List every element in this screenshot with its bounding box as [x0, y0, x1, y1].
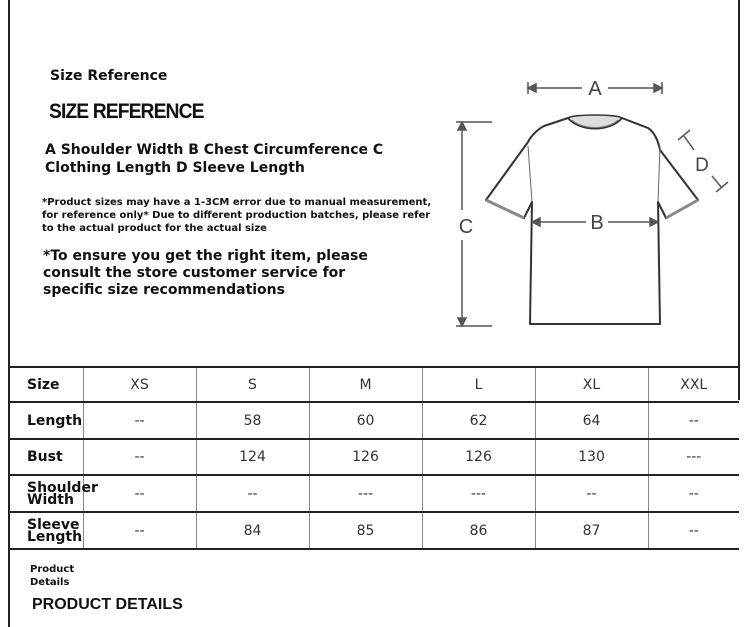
table-cell: -- — [648, 402, 739, 439]
table-row — [10, 512, 739, 549]
table-cell: -- — [83, 512, 196, 549]
table-cell: 86 — [422, 512, 535, 549]
table-cell: -- — [196, 475, 309, 512]
table-row — [10, 439, 739, 475]
row-label-length: Length — [10, 402, 83, 439]
header-m: M — [309, 367, 422, 402]
header-s: S — [196, 367, 309, 402]
table-cell: -- — [648, 512, 739, 549]
header-size: Size — [10, 367, 83, 402]
header-l: L — [422, 367, 535, 402]
table-cell: 130 — [535, 439, 648, 475]
row-label-shoulder-width: Shoulder Width — [10, 475, 83, 512]
size-reference-label: Size Reference — [50, 68, 168, 84]
tshirt-measurement-diagram — [440, 70, 740, 340]
table-cell: --- — [309, 475, 422, 512]
row-label-sleeve-length: Sleeve Length — [10, 512, 83, 549]
header-xs: XS — [83, 367, 196, 402]
measurement-legend: A Shoulder Width B Chest Circumference C Clothing Length D Sleeve Length — [45, 142, 384, 176]
table-cell: 64 — [535, 402, 648, 439]
table-cell: 84 — [196, 512, 309, 549]
table-cell: 60 — [309, 402, 422, 439]
label-a: A — [588, 78, 602, 100]
table-row — [10, 475, 739, 512]
error-note: *Product sizes may have a 1-3CM error due to manual measurement, for reference only* Due to different production batches, please refer to the actual product for the actual size — [42, 197, 432, 234]
table-cell: 124 — [196, 439, 309, 475]
header-xl: XL — [535, 367, 648, 402]
table-cell: 126 — [309, 439, 422, 475]
table-cell: -- — [648, 475, 739, 512]
label-d: D — [695, 155, 709, 176]
product-details-title: PRODUCT DETAILS — [32, 596, 183, 613]
table-cell: --- — [648, 439, 739, 475]
header-xxl: XXL — [648, 367, 739, 402]
table-cell: -- — [83, 402, 196, 439]
table-cell: 126 — [422, 439, 535, 475]
table-header-row — [10, 367, 739, 402]
table-cell: --- — [422, 475, 535, 512]
table-cell: -- — [535, 475, 648, 512]
table-row — [10, 402, 739, 439]
table-cell: 87 — [535, 512, 648, 549]
consult-note: *To ensure you get the right item, please consult the store customer service for specific size recommendations — [43, 248, 368, 298]
table-cell: 85 — [309, 512, 422, 549]
table-cell: 58 — [196, 402, 309, 439]
product-details-label: Product Details — [30, 564, 75, 588]
row-label-bust: Bust — [10, 439, 83, 475]
table-cell: 62 — [422, 402, 535, 439]
table-cell: -- — [83, 475, 196, 512]
label-b: B — [590, 212, 604, 234]
label-c: C — [458, 216, 474, 238]
size-table — [10, 366, 739, 550]
table-cell: -- — [83, 439, 196, 475]
size-reference-title: SIZE REFERENCE — [49, 100, 204, 123]
